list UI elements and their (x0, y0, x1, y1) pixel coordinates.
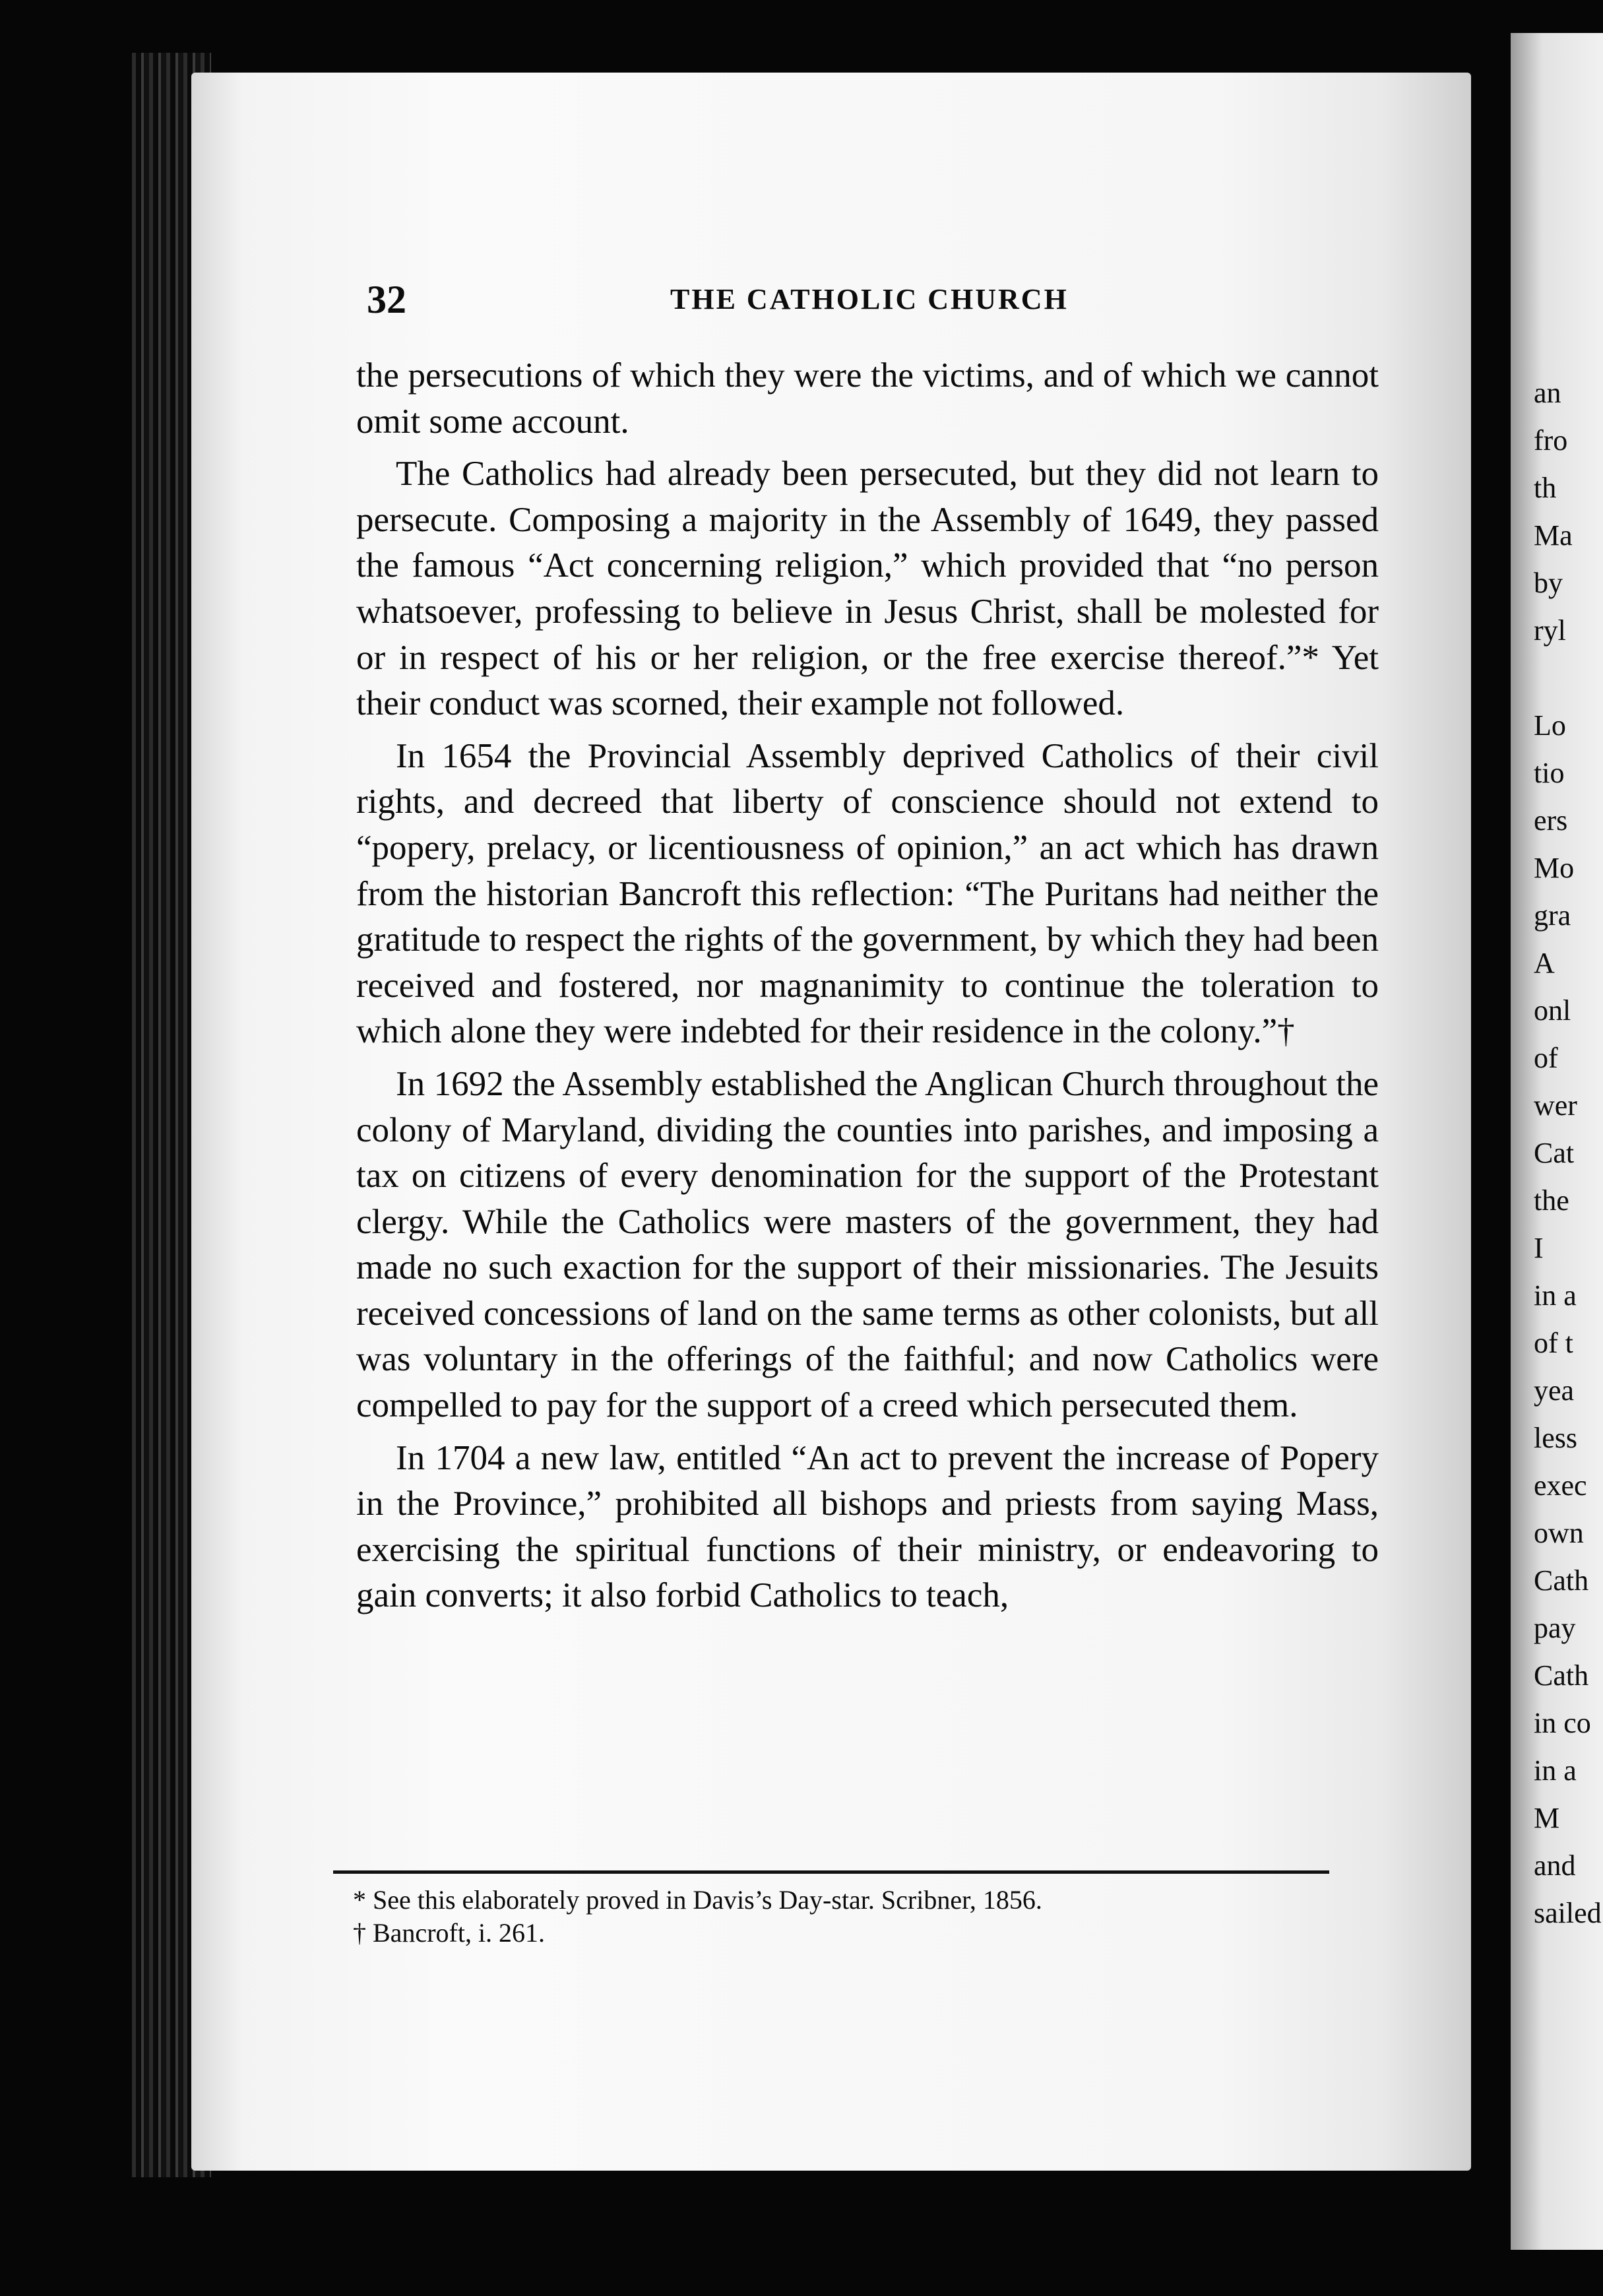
running-title: THE CATHOLIC CHURCH (670, 283, 1069, 315)
facing-page-fragment: own (1534, 1517, 1584, 1549)
facing-page-fragment: I (1534, 1232, 1544, 1264)
facing-page-fragment (1534, 654, 1603, 702)
facing-page-fragment: an (1534, 377, 1561, 409)
facing-page-fragment: wer (1534, 1089, 1577, 1122)
facing-page-fragment: A (1534, 947, 1555, 979)
paragraph: In 1704 a new law, entitled “An act to prevent the increase of Popery in the Province,” prohibited all bishops and priests from saying Mass, exercising the spiritual functions of their ministry, or endeavoring to gain converts; it also forbid Catholics to teach, (356, 1438, 1379, 1615)
facing-page-fragment: of (1534, 1042, 1558, 1074)
facing-page-fragment: ryl (1534, 614, 1566, 647)
facing-page-fragment: Mo (1534, 852, 1575, 884)
facing-page-fragment: Ma (1534, 519, 1573, 552)
facing-page-fragment: fro (1534, 424, 1568, 457)
facing-page-text (1534, 369, 1603, 1937)
facing-page-fragment: in a (1534, 1279, 1577, 1312)
footnote: * See this elaborately proved in Davis’s Day-star. Scribner, 1856. (353, 1885, 1042, 1915)
facing-page-fragment: and (1534, 1849, 1576, 1882)
facing-page-fragment: of t (1534, 1327, 1573, 1359)
facing-page-fragment: Cath (1534, 1659, 1589, 1692)
paragraph: In 1654 the Provincial Assembly deprived Catholics of their civil rights, and decreed that liberty of conscience should not extend to “popery, prelacy, or licentiousness of opinion,” an act which has drawn from the historian Bancroft this reflection: “The Puritans had neither the gratitude to respect the rights of the government, by which they had been received and fostered, nor magnanimity to continue the toleration to which alone they were indebted for their residence in the colony.”† (356, 736, 1379, 1051)
footnote: † Bancroft, i. 261. (353, 1918, 546, 1948)
footnotes (353, 1884, 1356, 1950)
facing-page-fragment: gra (1534, 899, 1571, 932)
facing-page-fragment: in co (1534, 1707, 1591, 1739)
facing-page-fragment: yea (1534, 1374, 1575, 1407)
facing-page-fragment: ers (1534, 804, 1568, 837)
facing-page-fragment: sailed (1534, 1897, 1602, 1929)
facing-page-fragment: Lo (1534, 709, 1566, 742)
facing-page-fragment: pay (1534, 1612, 1576, 1644)
facing-page-fragment: Cath (1534, 1564, 1589, 1597)
page-number: 32 (367, 278, 406, 321)
running-head (367, 277, 1363, 330)
facing-page-fragment: tio (1534, 757, 1565, 789)
paragraph: the persecutions of which they were the victims, and of which we cannot omit some account. (356, 356, 1379, 441)
paragraph: The Catholics had already been persecuted, but they did not learn to persecute. Composing a majority in the Assembly of 1649, they passed the famous “Act concerning religion,” which provided that “no person whatsoever, professing to believe in Jesus Christ, shall be molested for or in respect of his or her religion, or the free exercise thereof.”* Yet their conduct was scorned, their example not followed. (356, 455, 1379, 723)
footnote-rule (333, 1870, 1329, 1874)
facing-page-fragment: in a (1534, 1754, 1577, 1787)
paragraph: In 1692 the Assembly established the Anglican Church throughout the colony of Maryland, dividing the counties into parishes, and imposing a tax on citizens of every denomination for the support of the Protestant clergy. While the Catholics were masters of the government, they had made no such exaction for the support of their missionaries. The Jesuits received concessions of land on the same terms as other colonists, but all was voluntary in the offerings of the faithful; and now Catholics were compelled to pay for the support of a creed which persecuted them. (356, 1064, 1379, 1425)
facing-page-fragment: the (1534, 1184, 1569, 1217)
facing-page-fragment: less (1534, 1422, 1577, 1454)
facing-page-fragment: onl (1534, 994, 1571, 1027)
facing-page-fragment: Cat (1534, 1137, 1575, 1169)
facing-page-fragment: by (1534, 567, 1563, 599)
facing-page-fragment: th (1534, 472, 1557, 504)
body-text (356, 353, 1379, 1626)
facing-page-fragment: exec (1534, 1469, 1587, 1502)
facing-page-fragment: M (1534, 1802, 1560, 1834)
